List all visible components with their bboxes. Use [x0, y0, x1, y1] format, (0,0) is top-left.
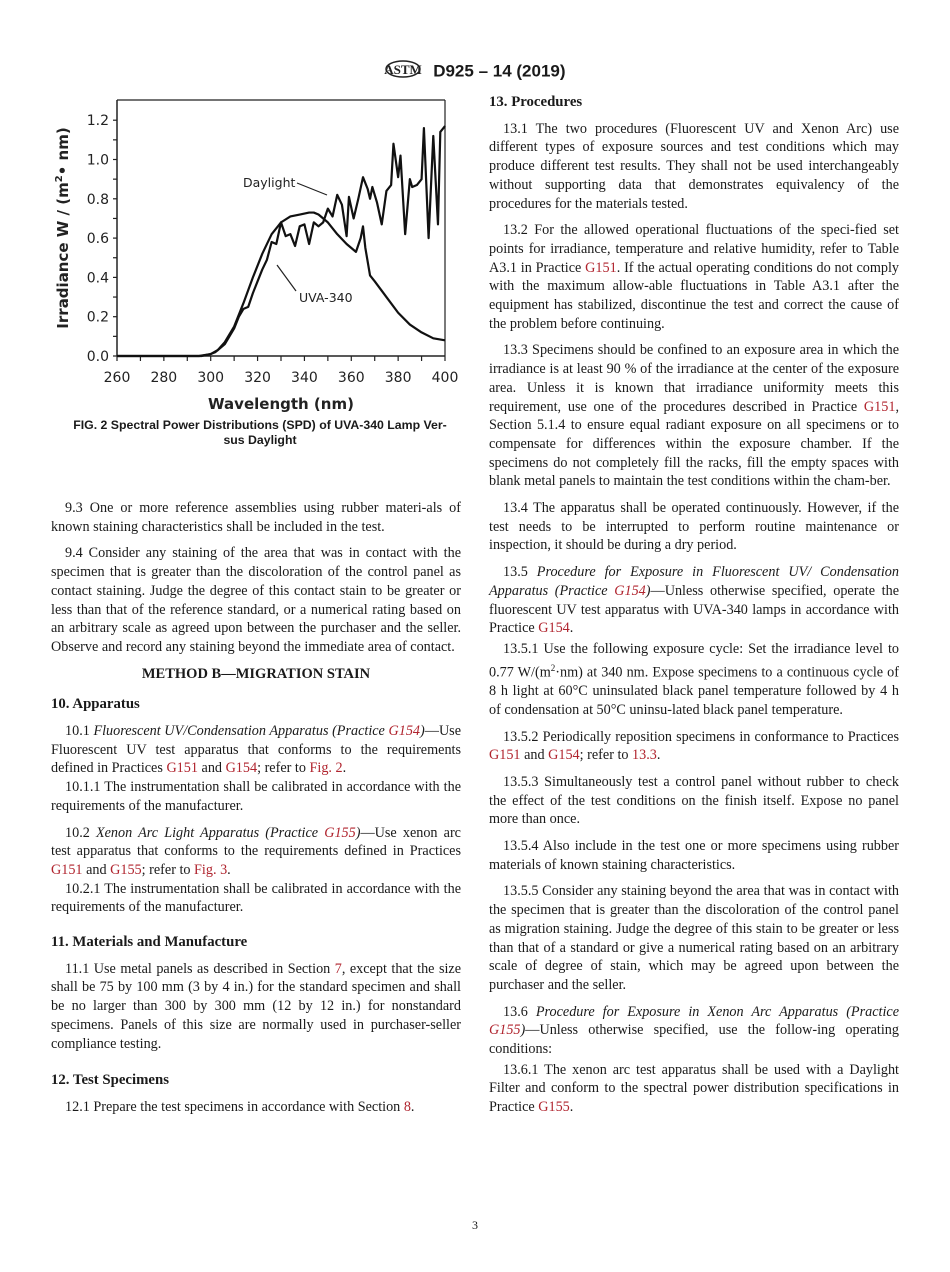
daylight-series [117, 126, 445, 356]
paragraph-13-4: 13.4 The apparatus shall be operated continuously. However, if the test needs to be interrupted to perform routine maintenance or inspection, it should be during a dry period. [489, 500, 899, 554]
link-fig-3[interactable]: Fig. 3 [194, 861, 228, 878]
paragraph-10-1: 10.1 Fluorescent UV/Condensation Apparatus (Practice G154)—Use Fluorescent UV test apparatus that conforms to the requirements defined in Practices G151 and G154; refer to Fig. 2. [51, 723, 462, 777]
svg-text:0.2: 0.2 [86, 309, 109, 326]
paragraph-10-2: 10.2 Xenon Arc Light Apparatus (Practice G155)—Use xenon arc test apparatus that conforms to the requirements defined in Practices G151 and G155; refer to Fig. 3. [51, 824, 461, 878]
svg-text:400: 400 [431, 370, 459, 386]
section-10-heading: 10. Apparatus [51, 696, 140, 713]
paragraph-13-2: 13.2 For the allowed operational fluctuations of the speci-fied set points for irradiance, temperature and relative humidity, refer to Table A3.1 in Practice G151. If the actual operating conditions do not comply with the maximum allow-able fluctuations in Table A3.1 after the equipment has stabilized, discontinue the test and correct the cause of the problem before continuing. [489, 222, 900, 332]
svg-text:260: 260 [103, 370, 131, 386]
link-g154[interactable]: G154 [225, 760, 258, 777]
link-g151[interactable]: G151 [51, 861, 83, 878]
figure-caption [50, 418, 470, 448]
svg-text:UVA-340: UVA-340 [299, 290, 353, 305]
paragraph-13-3: 13.3 Specimens should be confined to an exposure area in which the irradiance is at least 90 % of the irradiance at the center of the exposure area. Unless it is known that irradiance uniformity meets this requirement, use one of the procedures described in Practice G151, Section 5.1.4 to ensure equal radiant exposure on all specimens or to compensate for differences within the exposure chamber. If the specimens do not completely fill the racks, fill the empty spaces with blank metal panels to maintain the test conditions within the cham-ber. [489, 342, 899, 490]
svg-text:320: 320 [244, 370, 271, 386]
svg-text:Irradiance W / (m2• nm): Irradiance W / ($m^2•$ nm) [54, 127, 72, 329]
document-designation: D925 – 14 (2019) [433, 61, 566, 81]
link-g151[interactable]: G151 [489, 747, 521, 764]
page-number: 3 [472, 1218, 478, 1232]
svg-text:360: 360 [337, 370, 365, 386]
link-g151[interactable]: G151 [863, 398, 896, 415]
svg-text:Wavelength (nm): Wavelength (nm) [208, 395, 354, 413]
svg-text:340: 340 [291, 370, 318, 386]
paragraph-9-4: 9.4 Consider any staining of the area that was in contact with the specimen that is greater than the discoloration of the control panel as contact staining. Judge the degree of this contact stain to be greater or less than that of the reference standard, or a numerical rating based on an arbitrary scale as agreed upon between the purchaser and the seller. Observe and record any staining beyond the immediate area of contact. [51, 545, 461, 655]
link-g155[interactable]: G155 [324, 824, 356, 841]
svg-text:380: 380 [384, 370, 412, 386]
link-g151[interactable]: G151 [166, 760, 198, 777]
link-g155[interactable]: G155 [538, 1099, 570, 1116]
link-section-13-3[interactable]: 13.3 [632, 747, 657, 764]
link-g154[interactable]: G154 [388, 723, 421, 740]
svg-text:0.0: 0.0 [86, 349, 109, 365]
svg-text:Daylight: Daylight [243, 175, 296, 190]
paragraph-12-1: 12.1 Prepare the test specimens in accordance with Section 8. [65, 1098, 415, 1115]
caption-line-1: FIG. 2 Spectral Power Distributions (SPD) of UVA-340 Lamp Ver- [73, 418, 447, 432]
paragraph-10-2-1: 10.2.1 The instrumentation shall be calibrated in accordance with the requirements of the manufacturer. [51, 880, 461, 916]
link-section-8[interactable]: 8 [403, 1098, 411, 1115]
link-g151[interactable]: G151 [585, 259, 617, 276]
svg-text:280: 280 [150, 370, 178, 386]
paragraph-11-1: 11.1 Use metal panels as described in Section 7, except that the size shall be 75 by 100 mm (3 by 4 in.) for the standard specimen and shall be no larger than 300 by 300 mm (12 by 12 in.) for nonstandard specimens. Panels of this size are normally used in purchaser-seller compliance testing. [51, 960, 461, 1052]
paragraph-13-5-3: 13.5.3 Simultaneously test a control panel without rubber to check the effect of the test conditions on the finish itself. Expose no panel more than once. [489, 773, 899, 828]
right-column [489, 93, 899, 1125]
svg-text:0.4: 0.4 [86, 270, 109, 287]
astm-logo-icon [384, 57, 422, 86]
paragraph-13-5-2: 13.5.2 Periodically reposition specimens in conformance to Practices G151 and G154; refer to 13.3. [489, 728, 899, 764]
method-b-heading: METHOD B—MIGRATION STAIN [141, 665, 371, 682]
svg-text:300: 300 [197, 370, 225, 386]
link-g154[interactable]: G154 [548, 747, 580, 764]
paragraph-13-5: 13.5 Procedure for Exposure in Fluorescent UV/ Condensation Apparatus (Practice G154)—Unless otherwise specified, operate the fluorescent UV test apparatus with UVA-340 lamps in accordance with Practice G154. [489, 564, 899, 637]
svg-text:0.8: 0.8 [86, 191, 109, 208]
left-column [51, 499, 461, 1125]
link-g155[interactable]: G155 [110, 861, 142, 878]
paragraph-13-5-4: 13.5.4 Also include in the test one or more specimens using rubber materials of known staining characteristics. [489, 838, 899, 873]
svg-text:1.2: 1.2 [86, 113, 109, 130]
paragraph-13-1: 13.1 The two procedures (Fluorescent UV and Xenon Arc) use different types of exposure sources and test conditions which may produce different test results. They shall not be used interchangeably without supporting data that demonstrates equivalency of the procedures for the materials tested. [489, 120, 899, 212]
uva-340-series [117, 213, 445, 356]
link-g155[interactable]: G155 [489, 1022, 521, 1039]
paragraph-13-5-5: 13.5.5 Consider any staining beyond the area that was in contact with the specimen that is greater than the discoloration of the control panel as migration staining. Judge the degree of this stain to be greater or less than that of a standard or give a numerical rating based on an arbitrary scale of degree of stain, which may be agreed upon between the purchaser and the seller. [489, 883, 899, 993]
section-11-heading: 11. Materials and Manufacture [51, 934, 248, 951]
caption-line-2: sus Daylight [223, 433, 297, 447]
paragraph-13-6: 13.6 Procedure for Exposure in Xenon Arc Apparatus (Practice G155)—Unless otherwise specified, use the follow-ing operating conditions: [489, 1003, 899, 1058]
svg-text:0.6: 0.6 [86, 231, 109, 248]
document-header [0, 57, 950, 86]
paragraph-9-3: 9.3 One or more reference assemblies using rubber materi-als of known staining characteristics shall be included in the test. [51, 500, 461, 535]
link-section-7[interactable]: 7 [334, 960, 342, 977]
link-fig-2[interactable]: Fig. 2 [309, 760, 343, 777]
paragraph-10-1-1: 10.1.1 The instrumentation shall be calibrated in accordance with the requirements of the manufacturer. [51, 779, 461, 814]
paragraph-13-6-1: 13.6.1 The xenon arc test apparatus shall be used with a Daylight Filter and conform to the spectral power distribution specifications in Practice G155. [489, 1061, 899, 1116]
section-13-heading: 13. Procedures [489, 94, 583, 110]
paragraph-13-5-1: 13.5.1 Use the following exposure cycle: Set the irradiance level to 0.77 $W/(m^2\cdot nm)$ at 340 nm. Expose specimens to a continuous cycle of 8 h light at 60°C uninsulated black panel temperature followed by 4 h of condensation at 50°C uninsu-lated black panel temperature. [489, 640, 899, 718]
svg-text:ASTM: ASTM [384, 62, 423, 77]
link-g154[interactable]: G154 [538, 620, 570, 637]
link-g154[interactable]: G154 [614, 582, 646, 599]
section-12-heading: 12. Test Specimens [51, 1072, 169, 1089]
svg-text:1.0: 1.0 [86, 152, 109, 169]
figure-2-chart [50, 95, 470, 415]
